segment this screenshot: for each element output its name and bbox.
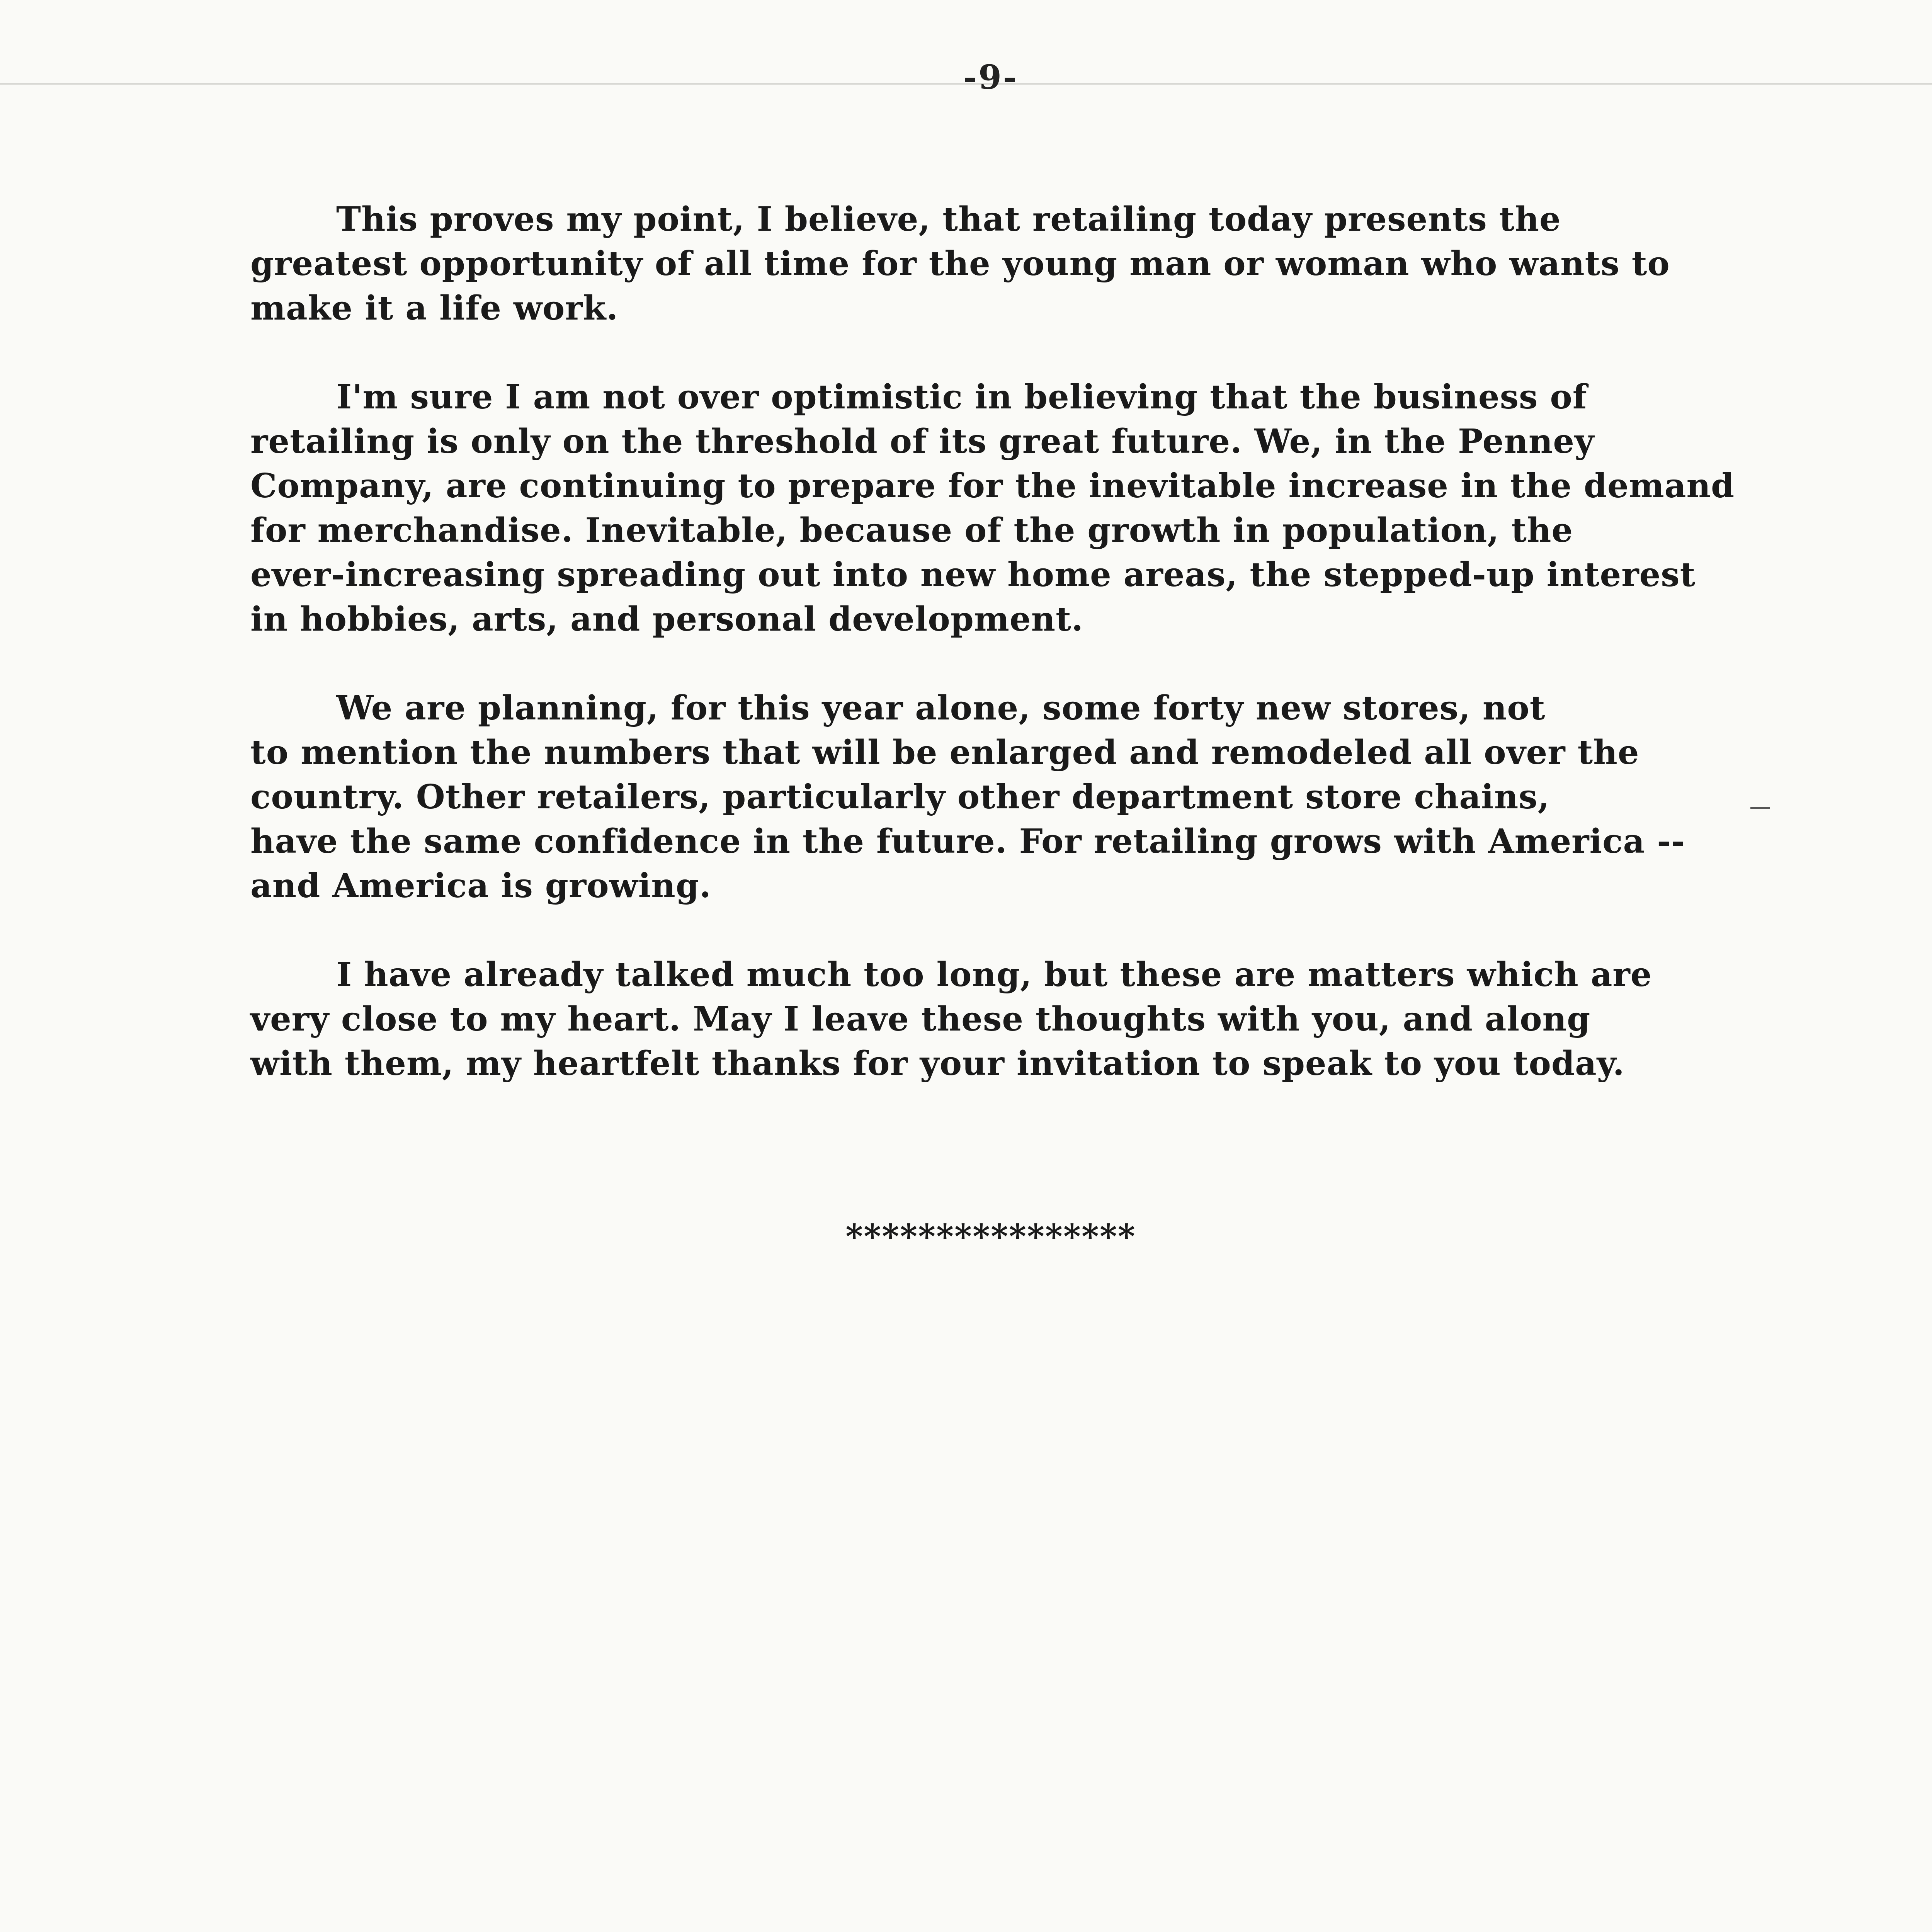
paragraph-4-line-1: I have already talked much too long, but these are matters which are (336, 955, 1652, 994)
paragraph-2-line-4: for merchandise. Inevitable, because of the growth in population, the (250, 511, 1573, 550)
paragraph-1-line-1: This proves my point, I believe, that retailing today presents the (336, 200, 1561, 239)
paragraph-3-line-1: We are planning, for this year alone, some forty new stores, not (336, 689, 1546, 728)
paragraph-2-line-6: in hobbies, arts, and personal development. (250, 600, 1083, 639)
paragraph-4-line-2: very close to my heart. May I leave these thoughts with you, and along (250, 1000, 1591, 1039)
paragraph-1-line-3: make it a life work. (250, 289, 619, 328)
paragraph-2-line-2: retailing is only on the threshold of its great future. We, in the Penney (250, 422, 1594, 461)
paragraph-3-line-2: to mention the numbers that will be enlarged and remodeled all over the (250, 733, 1639, 772)
page-number: -9- (963, 58, 1019, 97)
paragraph-2-line-5: ever-increasing spreading out into new home areas, the stepped-up interest (250, 555, 1696, 594)
paragraph-1-line-2: greatest opportunity of all time for the young man or woman who wants to (250, 244, 1670, 283)
paragraph-3-line-3: country. Other retailers, particularly other department store chains, (250, 777, 1550, 816)
paragraph-3-line-4: have the same confidence in the future. For retailing grows with America -- (250, 822, 1685, 861)
stray-dash-mark (1750, 807, 1770, 809)
paragraph-2-line-3: Company, are continuing to prepare for the inevitable increase in the demand (250, 466, 1735, 505)
paragraph-4-line-3: with them, my heartfelt thanks for your invitation to speak to you today. (250, 1044, 1625, 1083)
paragraph-2-line-1: I'm sure I am not over optimistic in believing that the business of (336, 378, 1587, 417)
paragraph-3-line-5: and America is growing. (250, 866, 711, 905)
closing-asterisks: **************** (845, 1217, 1136, 1256)
